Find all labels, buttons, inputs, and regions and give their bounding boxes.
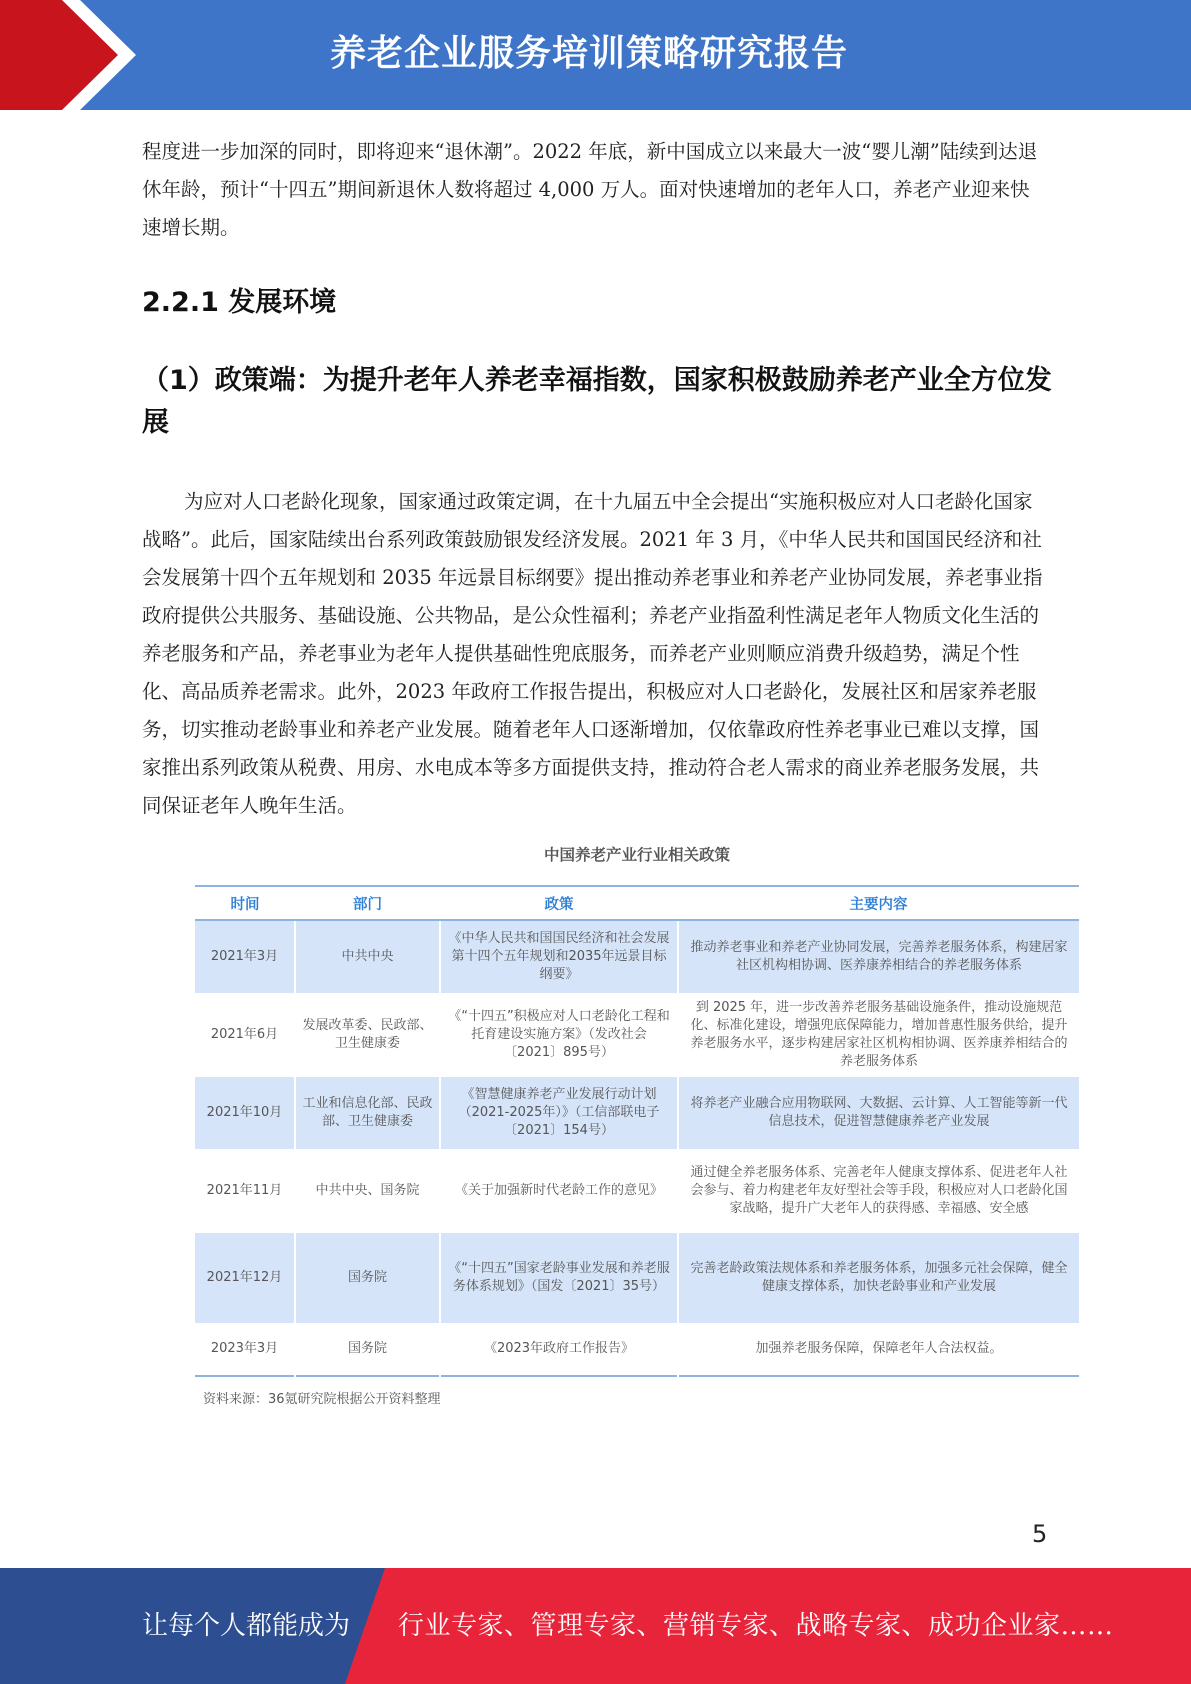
cell-policy: 《中华人民共和国国民经济和社会发展第十四个五年规划和2035年远景目标纲要》	[440, 920, 678, 993]
cell-policy: 《“十四五”积极应对人口老龄化工程和托育建设实施方案》（发改社会〔2021〕895号）	[440, 993, 678, 1077]
cell-policy: 《“十四五”国家老龄事业发展和养老服务体系规划》（国发〔2021〕35号）	[440, 1233, 678, 1323]
footer-slogan-list: 行业专家、管理专家、营销专家、战略专家、成功企业家……	[398, 1611, 1114, 1641]
cell-content: 完善老龄政策法规体系和养老服务体系，加强多元社会保障，健全健康支撑体系，加快老龄事业和产业发展	[678, 1233, 1079, 1323]
table-row	[195, 1149, 1079, 1233]
cell-policy: 《智慧健康养老产业发展行动计划（2021-2025年）》（工信部联电子〔2021〕154号）	[440, 1077, 678, 1149]
cell-time: 2021年3月	[195, 920, 295, 993]
subsection-heading: （1）政策端：为提升老年人养老幸福指数，国家积极鼓励养老产业全方位发展	[142, 365, 1052, 438]
cell-time: 2021年6月	[195, 993, 295, 1077]
body-paragraph-policy: 为应对人口老龄化现象，国家通过政策定调，在十九届五中全会提出“实施积极应对人口老龄化国家战略”。此后，国家陆续出台系列政策鼓励银发经济发展。2021 年 3 月，《中华人民共和国国民经济和社会发展第十四个五年规划和 2035 年远景目标纲要》提出推动养老事业和养老产业协同发展，养老事业指政府提供公共服务、基础设施、公共物品，是公众性福利；养老产业指盈利性满足老年人物质文化生活的养老服务和产品，养老事业为老年人提供基础性兜底服务，而养老产业则顺应消费升级趋势，满足个性化、高品质养老需求。此外，2023 年政府工作报告提出，积极应对人口老龄化，发展社区和居家养老服务，切实推动老龄事业和养老产业发展。随着老年人口逐渐增加，仅依靠政府性养老事业已难以支撑，国家推出系列政策从税费、用房、水电成本等多方面提供支持，推动符合老人需求的商业养老服务发展，共同保证老年人晚年生活。	[142, 490, 1043, 817]
table-row	[195, 1077, 1079, 1149]
column-header-department: 部门	[295, 886, 440, 920]
cell-department: 国务院	[295, 1323, 440, 1376]
cell-department: 国务院	[295, 1233, 440, 1323]
cell-time: 2023年3月	[195, 1323, 295, 1376]
column-header-content: 主要内容	[678, 886, 1079, 920]
cell-content: 加强养老服务保障，保障老年人合法权益。	[755, 1341, 1003, 1356]
cell-department: 中共中央、国务院	[295, 1149, 440, 1233]
body-paragraph-intro: 程度进一步加深的同时，即将迎来“退休潮”。2022 年底，新中国成立以来最大一波“婴儿潮”陆续到达退休年龄，预计“十四五”期间新退休人数将超过 4,000 万人。面对快速增加的老年人口，养老产业迎来快速增长期。	[142, 140, 1038, 239]
policy-table	[195, 885, 1079, 1377]
cell-time: 2021年12月	[195, 1233, 295, 1323]
table-row	[195, 1323, 1079, 1376]
cell-policy: 《关于加强新时代老龄工作的意见》	[440, 1149, 678, 1233]
table-header-row	[195, 886, 1079, 920]
footer-slogan-lead: 让每个人都能成为	[142, 1611, 351, 1641]
table-source-note: 资料来源：36氪研究院根据公开资料整理	[203, 1392, 441, 1407]
header-banner	[0, 0, 1191, 110]
page-number: 5	[1032, 1520, 1048, 1548]
header-arrow-decoration	[0, 0, 150, 110]
cell-policy: 《2023年政府工作报告》	[440, 1323, 678, 1376]
cell-time: 2021年11月	[195, 1149, 295, 1233]
table-row	[195, 993, 1079, 1077]
cell-department: 工业和信息化部、民政部、卫生健康委	[295, 1077, 440, 1149]
cell-department: 中共中央	[295, 920, 440, 993]
report-title: 养老企业服务培训策略研究报告	[330, 33, 849, 74]
table-row	[195, 1233, 1079, 1323]
cell-time: 2021年10月	[195, 1077, 295, 1149]
cell-content: 通过健全养老服务体系、完善老年人健康支撑体系、促进老年人社会参与、着力构建老年友好型社会等手段，积极应对人口老龄化国家战略，提升广大老年人的获得感、幸福感、安全感	[690, 1165, 1068, 1216]
column-header-time: 时间	[195, 886, 295, 920]
table-row	[195, 920, 1079, 993]
section-heading: 2.2.1 发展环境	[142, 287, 337, 318]
cell-content: 到 2025 年，进一步改善养老服务基础设施条件，推动设施规范化、标准化建设，增强兜底保障能力，增加普惠性服务供给，提升养老服务水平，逐步构建居家社区机构相协调、医养康养相结合的养老服务体系	[690, 1000, 1068, 1069]
cell-department: 发展改革委、民政部、卫生健康委	[295, 993, 440, 1077]
table-title: 中国养老产业行业相关政策	[543, 846, 730, 864]
column-header-policy: 政策	[440, 886, 678, 920]
footer-banner	[0, 1568, 1191, 1684]
cell-content: 推动养老事业和养老产业协同发展，完善养老服务体系，构建居家社区机构相协调、医养康养相结合的养老服务体系	[678, 920, 1079, 993]
cell-content: 将养老产业融合应用物联网、大数据、云计算、人工智能等新一代信息技术，促进智慧健康养老产业发展	[678, 1077, 1079, 1149]
